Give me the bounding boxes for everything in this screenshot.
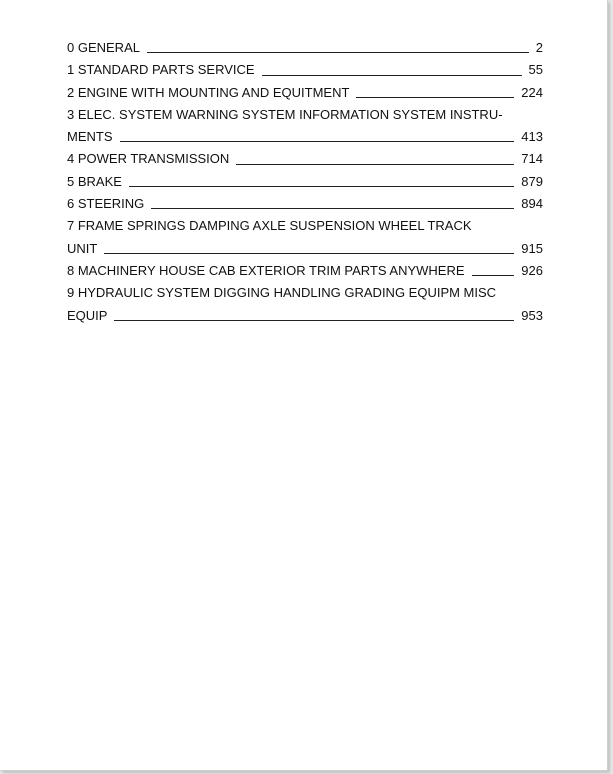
toc-entry-title-line: 7 FRAME SPRINGS DAMPING AXLE SUSPENSION WHEEL TRACK [67, 218, 472, 234]
toc-entry-title: 1 STANDARD PARTS SERVICE [67, 62, 255, 78]
toc-entry-title: 5 BRAKE [67, 173, 122, 189]
toc-entry-page: 953 [521, 307, 543, 323]
toc-entry-8[interactable] [67, 260, 543, 282]
dot-leader [104, 253, 514, 254]
dot-leader [114, 320, 514, 321]
toc-entry-title: EQUIP [67, 307, 108, 323]
dot-leader [129, 186, 514, 187]
toc-entry-title: 8 MACHINERY HOUSE CAB EXTERIOR TRIM PARTS ANYWHERE [67, 262, 465, 278]
dot-leader [120, 141, 515, 142]
toc-entry-page: 894 [521, 196, 543, 212]
toc-entry-4[interactable] [67, 148, 543, 170]
toc-entry-9[interactable] [67, 282, 543, 327]
toc-entry-page: 915 [521, 240, 543, 256]
dot-leader [356, 97, 514, 98]
toc-entry-title: 4 POWER TRANSMISSION [67, 151, 230, 167]
toc-entry-6[interactable] [67, 193, 543, 215]
dot-leader [472, 275, 515, 276]
dot-leader [236, 164, 514, 165]
toc-entry-page: 413 [521, 129, 543, 145]
toc-entry-page: 879 [521, 173, 543, 189]
toc-entry-title: 2 ENGINE WITH MOUNTING AND EQUITMENT [67, 84, 350, 100]
toc-entry-title: 6 STEERING [67, 196, 145, 212]
toc-entry-7[interactable] [67, 215, 543, 260]
toc-entry-0[interactable] [67, 37, 543, 59]
toc-entry-title-line: 9 HYDRAULIC SYSTEM DIGGING HANDLING GRADING EQUIPM MISC [67, 285, 497, 301]
toc-entry-1[interactable] [67, 59, 543, 81]
dot-leader [262, 75, 522, 76]
toc-entry-page: 224 [521, 84, 543, 100]
toc-entry-title: UNIT [67, 240, 98, 256]
toc-entry-3[interactable] [67, 104, 543, 149]
toc-entry-5[interactable] [67, 171, 543, 193]
toc-entry-title-line: 3 ELEC. SYSTEM WARNING SYSTEM INFORMATION SYSTEM INSTRU- [67, 106, 503, 122]
dot-leader [151, 208, 514, 209]
toc-entry-page: 2 [535, 40, 543, 55]
toc-entry-title: MENTS [67, 129, 113, 145]
dot-leader [147, 52, 529, 53]
toc-entry-page: 926 [521, 262, 543, 278]
toc-entry-page: 714 [521, 151, 543, 167]
table-of-contents [67, 37, 543, 327]
toc-entry-title: 0 GENERAL [67, 40, 140, 55]
toc-entry-2[interactable] [67, 82, 543, 104]
toc-entry-page: 55 [528, 62, 543, 78]
